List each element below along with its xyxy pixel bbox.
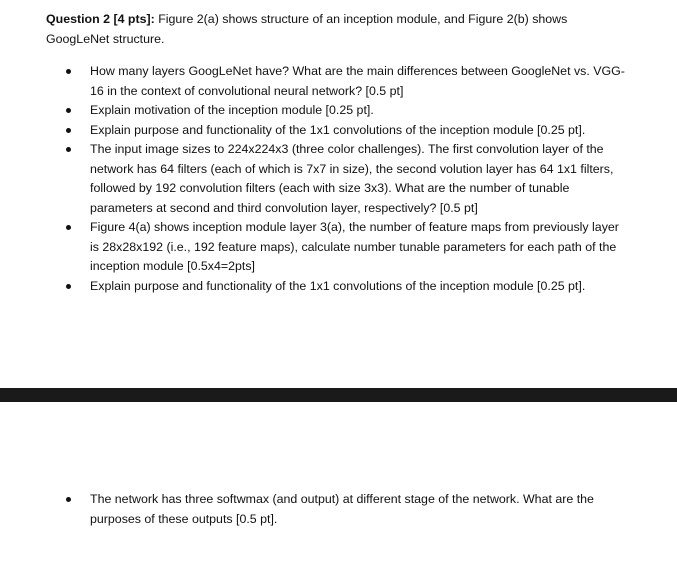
list-item-text: Explain motivation of the inception module [0.25 pt]. bbox=[90, 103, 374, 117]
bullet-icon bbox=[66, 128, 71, 133]
list-item bbox=[0, 121, 677, 141]
list-item bbox=[0, 277, 677, 297]
bullet-icon bbox=[66, 497, 71, 502]
question-header bbox=[46, 10, 606, 49]
bullet-icon bbox=[66, 147, 71, 152]
list-item bbox=[0, 62, 677, 101]
list-item bbox=[0, 101, 677, 121]
question-title: Question 2 [4 pts]: bbox=[46, 12, 155, 26]
section-divider bbox=[0, 388, 677, 402]
list-item bbox=[0, 218, 677, 277]
bullet-icon bbox=[66, 284, 71, 289]
list-item bbox=[0, 140, 677, 218]
bullet-icon bbox=[66, 108, 71, 113]
list-item-text: The network has three softwmax (and output) at different stage of the network. What are the purposes of these outputs [0.5 pt]. bbox=[90, 492, 594, 526]
question-description: Figure 2(a) shows structure of an inception module, and Figure 2(b) shows GoogLeNet structure. bbox=[46, 12, 568, 46]
bullet-icon bbox=[66, 69, 71, 74]
list-item-text: Explain purpose and functionality of the 1x1 convolutions of the inception module [0.25 pt]. bbox=[90, 122, 586, 137]
list-item bbox=[0, 490, 677, 529]
list-item-text: How many layers GoogLeNet have? What are the main differences between GoogleNet vs. VGG-16 in the context of convolutional neural network? [0.5 pt] bbox=[90, 64, 625, 98]
list-item-text: Explain purpose and functionality of the 1x1 convolutions of the inception module [0.25 pt]. bbox=[90, 278, 586, 293]
bullet-icon bbox=[66, 225, 71, 230]
question-list bbox=[0, 62, 677, 296]
bottom-question-list bbox=[0, 490, 677, 529]
list-item-text: The input image sizes to 224x224x3 (three color challenges). The first convolution layer of the network has 64 filters (each of which is 7x7 in size), the second volution layer has 64 1x1 filters, followed by 192 convolution filters (each with size 3x3). What are the number of tunable parameters at second and third convolution layer, respectively? [0.5 pt] bbox=[90, 142, 614, 215]
list-item-text: Figure 4(a) shows inception module layer 3(a), the number of feature maps from previously layer is 28x28x192 (i.e., 192 feature maps), calculate number tunable parameters for each path of the inception module [0.5x4=2pts] bbox=[90, 220, 619, 273]
